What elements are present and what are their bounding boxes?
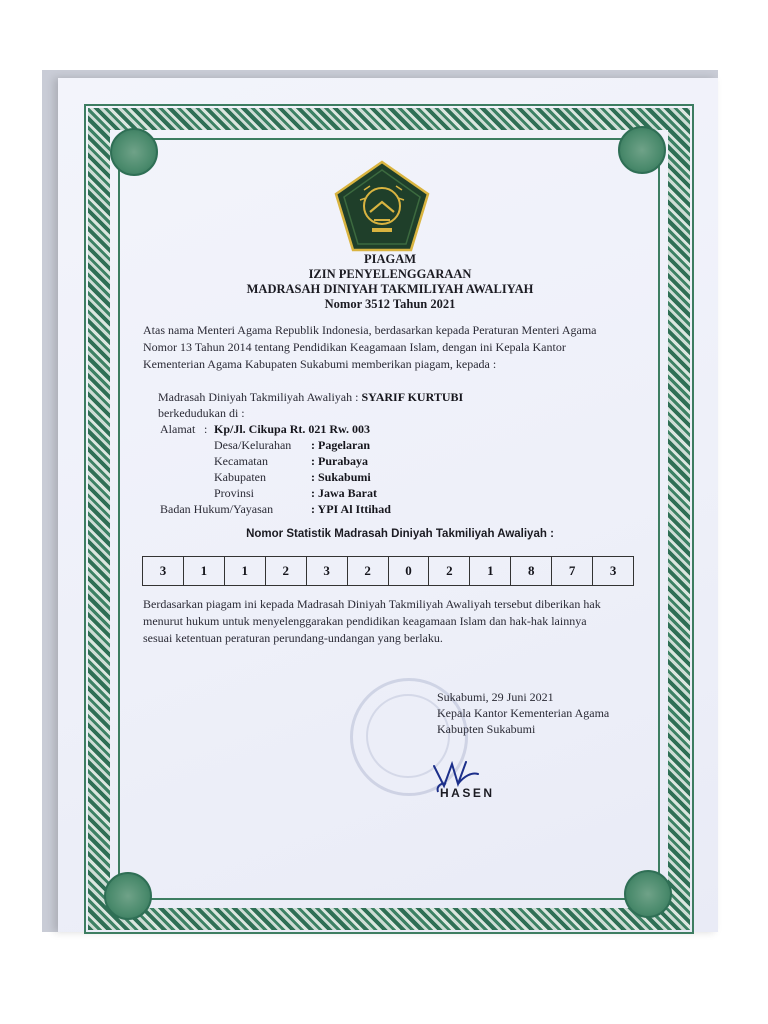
- certificate-subtitle: IZIN PENYELENGGARAAN: [308, 267, 472, 281]
- closing-line-3: sesuai ketentuan peraturan perundang-undangan yang berlaku.: [143, 631, 443, 645]
- madrasah-row: [158, 390, 463, 405]
- intro-line-3: Kementerian Agama Kabupaten Sukabumi memberikan piagam, kepada :: [143, 357, 497, 371]
- corner-ornament-bottom-left: [104, 872, 152, 920]
- madrasah-name: SYARIF KURTUBI: [361, 390, 464, 404]
- closing-line-1: Berdasarkan piagam ini kepada Madrasah Diniyah Takmiliyah Awaliyah tersebut diberikan hak: [143, 597, 601, 611]
- badan-label: Badan Hukum/Yayasan: [160, 502, 274, 516]
- alamat-separator: :: [204, 422, 208, 436]
- certificate-number: Nomor 3512 Tahun 2021: [324, 297, 456, 311]
- place-date: Sukabumi, 29 Juni 2021: [437, 690, 554, 704]
- statistic-digit: 3: [609, 563, 617, 578]
- statistic-digit: 3: [143, 557, 184, 585]
- statistic-digit: 3: [307, 557, 348, 585]
- intro-line-2: Nomor 13 Tahun 2014 tentang Pendidikan Keagamaan Islam, dengan ini Kepala Kantor: [143, 340, 566, 354]
- statistic-digit: 2: [266, 557, 307, 585]
- statistic-number-label: Nomor Statistik Madrasah Diniyah Takmiliyah Awaliyah :: [246, 528, 554, 540]
- signatory-name: HASEN: [440, 786, 495, 800]
- ministry-emblem-icon: [334, 160, 430, 252]
- desa-label: Desa/Kelurahan: [214, 438, 292, 452]
- corner-ornament-bottom-right: [624, 870, 672, 918]
- statistic-digit: 2: [348, 557, 389, 585]
- statistic-digit: 1: [470, 557, 511, 585]
- madrasah-label: Madrasah Diniyah Takmiliyah Awaliyah :: [158, 390, 359, 404]
- title-block: [130, 252, 650, 312]
- statistic-digit: 1: [225, 557, 266, 585]
- alamat-label: Alamat: [160, 422, 196, 436]
- statistic-number-boxes: [142, 556, 634, 586]
- kabupaten-label: Kabupaten: [214, 470, 266, 484]
- kecamatan-label: Kecamatan: [214, 454, 268, 468]
- intro-paragraph: [143, 322, 631, 373]
- signatory-position: Kepala Kantor Kementerian Agama: [437, 706, 610, 720]
- desa-value: : Pagelaran: [311, 438, 370, 452]
- kabupaten-value: : Sukabumi: [311, 470, 371, 484]
- statistic-digit: 8: [511, 557, 552, 585]
- institution-type: MADRASAH DINIYAH TAKMILIYAH AWALIYAH: [246, 282, 534, 296]
- signatory-region: Kabupten Sukabumi: [437, 722, 536, 736]
- provinsi-value: : Jawa Barat: [311, 486, 377, 500]
- corner-ornament-top-left: [110, 128, 158, 176]
- closing-line-2: menurut hukum untuk menyelenggarakan pendidikan keagamaan Islam dan hak-hak lainnya: [143, 614, 587, 628]
- statistic-digit: 1: [184, 557, 225, 585]
- domicile-label: berkedudukan di :: [158, 406, 245, 420]
- statistic-digit: 2: [429, 557, 470, 585]
- alamat-value: Kp/Jl. Cikupa Rt. 021 Rw. 003: [214, 422, 371, 436]
- closing-paragraph: [143, 596, 631, 647]
- intro-line-1: Atas nama Menteri Agama Republik Indonesia, berdasarkan kepada Peraturan Menteri Agama: [143, 323, 597, 337]
- corner-ornament-top-right: [618, 126, 666, 174]
- kecamatan-value: : Purabaya: [311, 454, 368, 468]
- provinsi-label: Provinsi: [214, 486, 255, 500]
- statistic-digit: 0: [389, 557, 430, 585]
- certificate-title: PIAGAM: [363, 252, 417, 266]
- statistic-digit: 7: [552, 557, 593, 585]
- badan-value: : YPI Al Ittihad: [311, 502, 391, 516]
